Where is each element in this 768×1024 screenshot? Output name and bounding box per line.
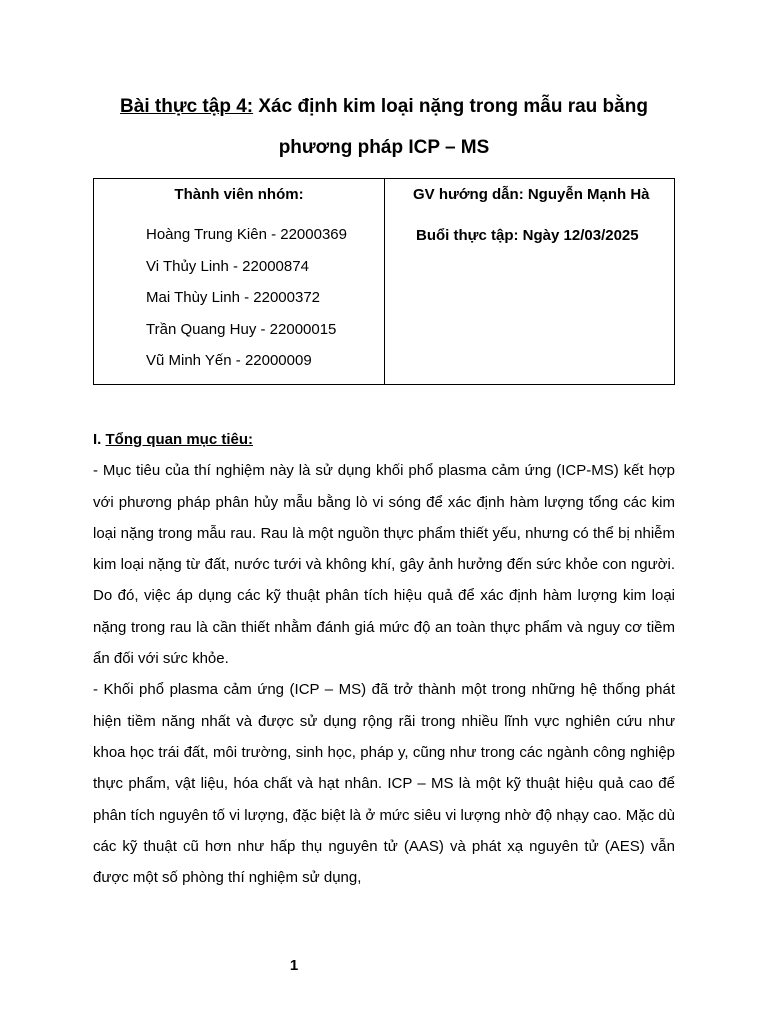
document-title	[60, 86, 708, 168]
title-line-2: phương pháp ICP – MS	[278, 137, 490, 158]
section-heading-text: Tổng quan mục tiêu:	[105, 431, 254, 448]
paragraph: - Khối phổ plasma cảm ứng (ICP – MS) đã trở thành một trong những hệ thống phát hiện tiềm năng nhất và được sử dụng rộng rãi trong nhiều lĩnh vực nghiên cứu như khoa học trái đất, môi trường, sinh học, pháp y, cũng như trong các ngành công nghiệp thực phẩm, vật liệu, hóa chất và hạt nhân. ICP – MS là một kỹ thuật hiệu quả cao để phân tích nguyên tố vi lượng, đặc biệt là ở mức siêu vi lượng nhờ độ nhạy cao. Mặc dù các kỹ thuật cũ hơn như hấp thụ nguyên tử (AAS) và phát xạ nguyên tử (AES) vẫn được một số phòng thí nghiệm sử dụng,	[93, 681, 675, 887]
members-list	[146, 225, 347, 383]
member-item: Mai Thùy Linh - 22000372	[146, 289, 321, 306]
paragraph: - Mục tiêu của thí nghiệm này là sử dụng khối phổ plasma cảm ứng (ICP-MS) kết hợp với phương pháp phân hủy mẫu bằng lò vi sóng để xác định hàm lượng tổng các kim loại nặng trong mẫu rau. Rau là một nguồn thực phẩm thiết yếu, nhưng có thể bị nhiễm kim loại nặng từ đất, nước tưới và không khí, gây ảnh hưởng đến sức khỏe con người. Do đó, việc áp dụng các kỹ thuật phân tích hiệu quả để xác định hàm lượng kim loại nặng trong rau là cần thiết nhằm đánh giá mức độ an toàn thực phẩm và nguy cơ tiềm ẩn đối với sức khỏe.	[93, 462, 675, 668]
section-heading	[93, 424, 675, 455]
info-table	[93, 178, 675, 385]
section-number: I.	[93, 431, 106, 448]
members-heading: Thành viên nhóm:	[174, 186, 304, 203]
title-line-1	[60, 86, 708, 127]
title-text: Xác định kim loại nặng trong mẫu rau bằng	[253, 96, 648, 117]
member-item: Hoàng Trung Kiên - 22000369	[146, 226, 347, 243]
member-item: Trần Quang Huy - 22000015	[146, 320, 337, 338]
details-column	[385, 179, 674, 384]
page-number: 1	[289, 957, 299, 974]
member-item: Vũ Minh Yến - 22000009	[146, 352, 312, 369]
session-date: Buổi thực tập: Ngày 12/03/2025	[416, 227, 639, 244]
members-column	[94, 179, 385, 384]
member-item: Vi Thủy Linh - 22000874	[146, 257, 309, 275]
supervisor: GV hướng dẫn: Nguyễn Mạnh Hà	[413, 186, 650, 203]
section-1	[93, 424, 675, 893]
title-label: Bài thực tập 4:	[120, 96, 254, 117]
